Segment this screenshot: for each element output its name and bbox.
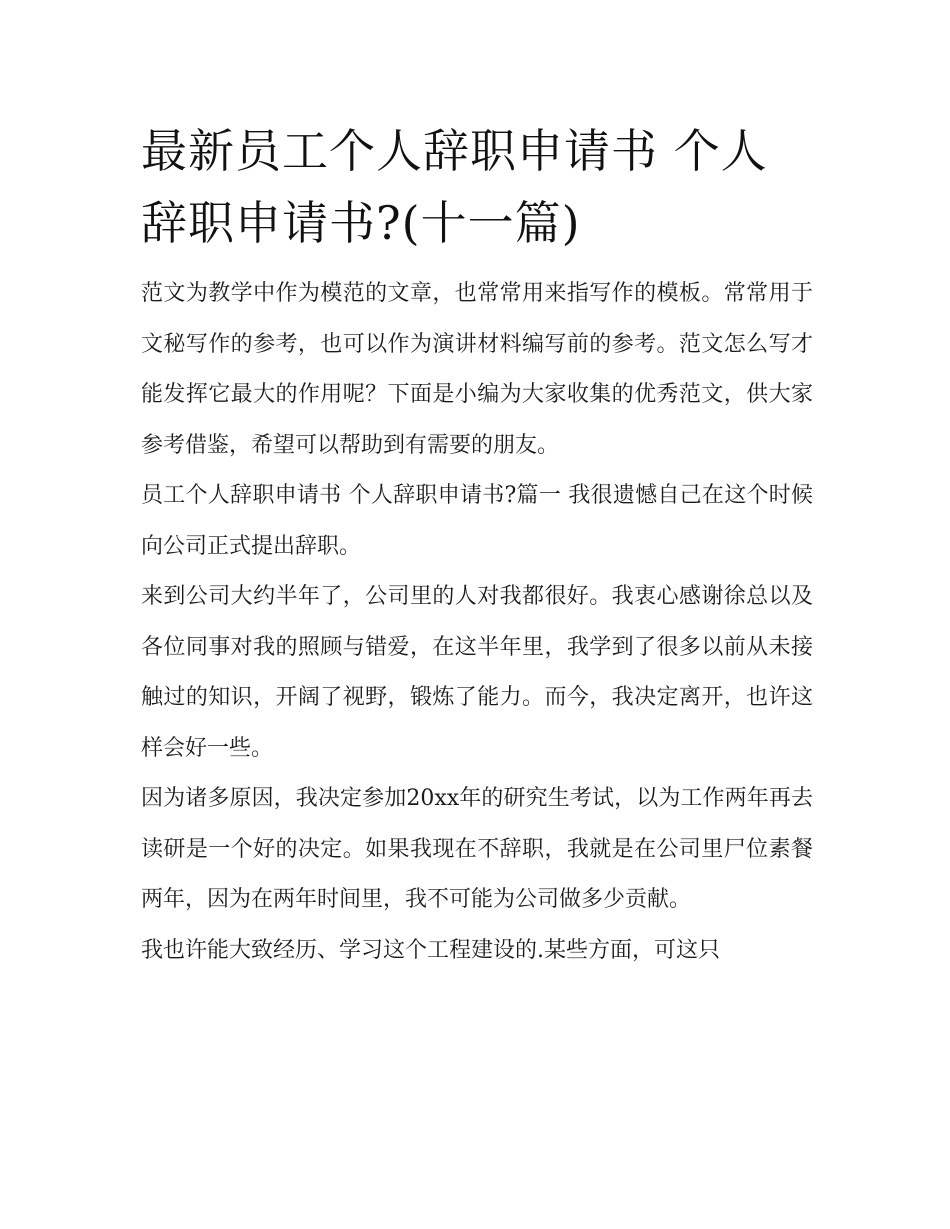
document-body	[141, 269, 813, 976]
paragraph-gratitude: 来到公司大约半年了，公司里的人对我都很好。我衷心感谢徐总以及各位同事对我的照顾与错爱，在这半年里，我学到了很多以前从未接触过的知识，开阔了视野，锻炼了能力。而今，我决定离开，也许这样会好一些。	[141, 584, 813, 761]
paragraph-reason: 因为诸多原因，我决定参加20xx年的研究生考试，以为工作两年再去读研是一个好的决定。如果我现在不辞职，我就是在公司里尸位素餐两年，因为在两年时间里，我不可能为公司做多少贡献。	[141, 786, 813, 912]
paragraph-intro: 范文为教学中作为模范的文章，也常常用来指写作的模板。常常用于文秘写作的参考，也可以作为演讲材料编写前的参考。范文怎么写才能发挥它最大的作用呢？下面是小编为大家收集的优秀范文，供大家参考借鉴，希望可以帮助到有需要的朋友。	[141, 281, 813, 458]
paragraph-opening: 员工个人辞职申请书 个人辞职申请书?篇一 我很遗憾自己在这个时候向公司正式提出辞职。	[141, 483, 813, 559]
document-content	[141, 115, 813, 976]
paragraph-continuation: 我也许能大致经历、学习这个工程建设的.某些方面，可这只	[141, 937, 720, 963]
document-title: 最新员工个人辞职申请书 个人辞职申请书?(十一篇)	[141, 124, 768, 250]
